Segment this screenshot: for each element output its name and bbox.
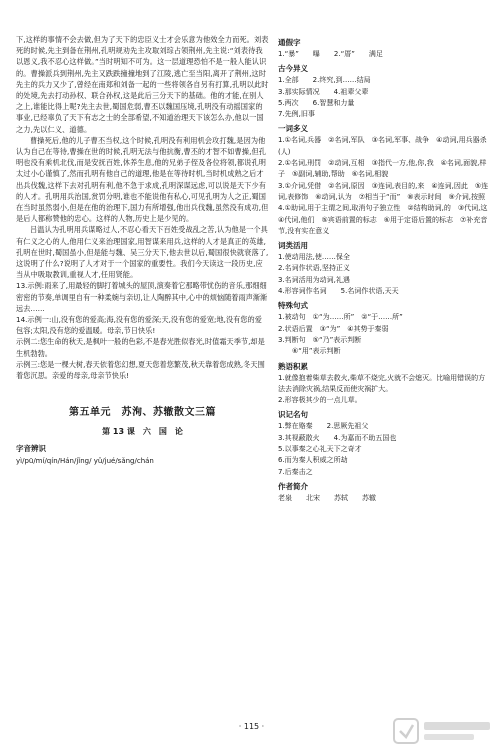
- section-cilei-huoyong: [278, 240, 490, 297]
- section-yici-duoyi: [278, 123, 495, 237]
- section-line: 6.而为秦人积威之所劫: [278, 456, 348, 465]
- section-heading: 作者简介: [278, 481, 308, 491]
- section-heading: 特殊句式: [278, 301, 308, 311]
- section-line: 1.弊在赂秦 2.思厥先祖父: [278, 422, 369, 431]
- section-line: 1.①名词,兵器 ②名词,军队 ③名词,军事、战争 ④动词,用兵器杀(人): [278, 136, 487, 156]
- section-heading: 熟语积累: [278, 361, 308, 371]
- section-tongjiazi: [278, 37, 490, 60]
- left-column: [16, 34, 269, 466]
- section-line: 3.其视蔽散火 4.为嘉而不助五国也: [278, 433, 397, 442]
- section-line: 7.后秦击之: [278, 467, 313, 476]
- section-teshu-jushi: [278, 300, 490, 357]
- section-line: 5.以事秦之心礼天下之奇才: [278, 445, 362, 454]
- watermark-logo-icon: [392, 716, 496, 746]
- section-line: 3.判断句 ⑤“乃”表示判断: [278, 335, 362, 344]
- section-heading: 识记名句: [278, 410, 308, 420]
- answer-example: 示例三:您是一棵大树,春天依着您幻想,夏天您着您繁茂,秋天靠着您成熟,冬天围着您沉思。亲爱的母亲,母亲节快乐!: [16, 359, 265, 381]
- section-line: 3.名词活用为动词,礼遇: [278, 275, 350, 284]
- section-line: 1.“暴” 曝 2.“厝” 满足: [278, 50, 383, 58]
- section-line: 2.状语后置 ③“为” ④其势于秦弱: [278, 324, 389, 333]
- section-line: 2.①名词,刑罚 ②动词,互相 ③指代一方,他,你,我 ④名词,面貌,样子 ⑤副词,辅助,帮助 ⑥名词,相貌: [278, 159, 487, 179]
- section-line: 3.那实际情况 4.祖辈父辈: [278, 87, 369, 96]
- section-line: 5.两次 6.智慧和力量: [278, 98, 355, 107]
- section-line: 1.使动用法,使……保全: [278, 253, 350, 262]
- section-line: 7.先例,旧事: [278, 110, 315, 119]
- section-heading: 字音辨识: [16, 444, 46, 454]
- section-heading: 词类活用: [278, 241, 308, 251]
- section-line: ⑥“用”表示判断: [278, 347, 341, 356]
- section-shuyu-jilei: [278, 361, 490, 407]
- unit-title: 第五单元 苏洵、苏辙散文三篇: [69, 407, 216, 419]
- answer-item-14: 14.示例一:山,没有您的爱高;海,没有您的爱深;天,没有您的爱宽;地,没有您的爱包容;太阳,没有您的爱温暖。母亲,节日快乐!: [16, 315, 262, 336]
- answer-paragraph: 下,这样的事情不会去做,但为了天下的忠臣义士才会乐意为他效全力而死。刘表死的时候,先主到备在荆州,孔明规劝先主攻取刘琮占领荆州,先主说:“刘表待我以恩义,我不忍心这样做。”当时明知不可为。这一层道理恐怕不是一般人能认识的。曹操派兵到荆州,先主又跌跌撞撞地到了江陵,逃亡至当阳,离开了荆州,这时先主的兵力又少了,曾经在南郑和刘备一起的一些将领各自另有打算,孔明以此时的处境,先去打动孙权、联合孙权,这是此后三分天下的基础。他的才能,在别人之上,谁能比得上呢?先主去世,蜀国危弱,曹丕以魏国压境,孔明没有动摇国家的事业,已经辜负了天下有志之士的全部希望,不知道治理天下该怎么办,他以一国之力,先以仁义、道德。: [16, 35, 269, 134]
- section-line: 2.名词作状语,坚持正义: [278, 264, 350, 273]
- section-zuozhe-jianjie: [278, 481, 490, 504]
- answer-example: 示例二:您生命的秋天,是枫叶一般的色彩,不是春光胜似春光,时值霜天季节,却是生机勃勃。: [16, 337, 265, 358]
- section-heading: 古今异义: [278, 64, 308, 74]
- right-column: [278, 34, 495, 504]
- section-line: 4.形容词作名词 5.名词作状语,天天: [278, 287, 399, 296]
- section-line: 3.①介词,凭借 ②名词,原因 ③连词,表目的,来 ④连词,因此 ⑤连词,表修饰 ⑥动词,认为 ⑦相当于“而” ⑧表示时间 ⑨介词,按照: [278, 181, 489, 201]
- pinyin-line: yì/pū/mí/qín/Hán/jǐng/ yǔ/jué/sǎng/chán: [16, 457, 154, 466]
- section-shiji-mingju: [278, 409, 490, 477]
- page-number: · 115 ·: [238, 722, 265, 731]
- section-line: 老泉 北宋 苏轼 苏辙: [278, 493, 376, 502]
- answer-item-13: 13.示例:雨来了,用最轻的脚打着城头的屋顶,演奏着它那略带忧伤的音乐,那细细密密的节奏,单调里自有一种柔婉与亲切,让人陶醉其中,心中的烦恼随着雨声渐渐远去……: [16, 281, 268, 313]
- section-heading: 通假字: [278, 38, 301, 47]
- answer-paragraph: 曹操死后,他的儿子曹丕当权,这个时候,孔明没有利用机会攻打魏,是因为他认为自己在等待,曹操在世的时候,孔明无法与他抗衡,曹丕的才智不如曹操,但孔明也没有乘机北伐,而是安抚百姓,休养生息,他的兄弟子侄及各位将领,都说孔明太过小心谨慎了,然而孔明有他自己的道理,他是在等待时机,当时机成熟之后才出兵伐魏,这样下去对孔明有利,他不急于求成,孔明深谋远虑,可以说是天下少有的人才。孔明用兵治国,赏罚分明,谁也不能说他有私心,可见孔明为人之正,蜀国在当时虽然弱小,但是在他的治理下,国力有所增强,他出兵伐魏,虽然没有成功,但是后人都称赞他的忠心。这样的人物,历史上是少见的。: [16, 135, 269, 224]
- section-line: 1.被动句 ①“为……所” ②“于……所”: [278, 313, 403, 322]
- section-gujin-yiyi: [278, 63, 490, 120]
- section-line: 2.形容极其少的一点儿草。: [278, 396, 362, 405]
- section-line: 1.全部 2.终究,到……结局: [278, 76, 371, 85]
- section-line: 1.就像抱着柴草去救火,柴草不烧完,火就不会熄灭。比喻用错误的方法去消除灾祸,结果反而使灾祸扩大。: [278, 373, 486, 393]
- answer-paragraph: 吕温认为孔明用兵谋略过人,不忍心看天下百姓受战乱之苦,认为他是一个具有仁义之心的人,他用仁义来治理国家,用智谋来用兵,这样的人才是真正的英雄,孔明在世时,蜀国虽小,但是能与魏、吴三分天下,他去世以后,蜀国很快就衰落了,这说明了什么?说明了人才对于一个国家的重要性。我们今天读这一段历史,应当从中吸取教训,重视人才,任用贤能。: [16, 225, 269, 280]
- section-heading: 一词多义: [278, 124, 308, 134]
- lesson-title: 第 13 课 六 国 论: [102, 427, 183, 437]
- section-line: 4.①助词,用于主谓之间,取消句子独立性 ②结构助词,的 ③代词,这 ④代词,他们 ⑤宾语前置的标志 ⑥用于定语后置的标志 ⑦补充音节,没有实在意义: [278, 204, 495, 235]
